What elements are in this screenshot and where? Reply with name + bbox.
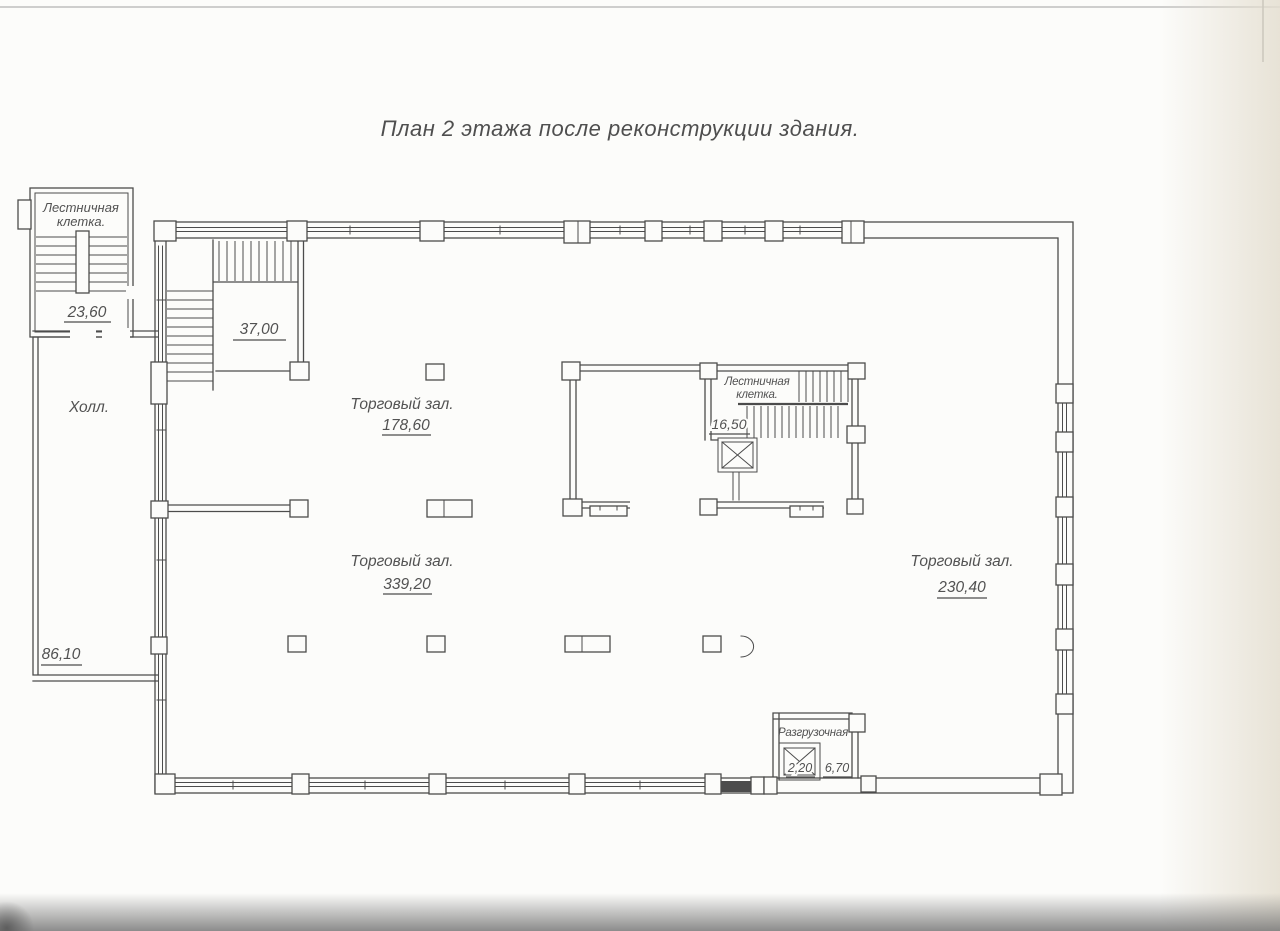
pilaster: [704, 221, 722, 241]
stair-treads-top-flight: [219, 241, 291, 281]
door-opening: [824, 499, 850, 510]
stairwell-left-label-line2: клетка.: [56, 214, 106, 229]
trade-hall-right-area: 230,40: [938, 579, 986, 596]
column: [290, 362, 309, 380]
column: [700, 363, 717, 379]
door-opening: [630, 499, 700, 510]
stair-treads-right-flight: [89, 237, 127, 291]
pilaster: [155, 774, 175, 794]
elevator-wall-stub: [733, 472, 739, 500]
trade-hall-center-label: Торговый зал.: [350, 553, 454, 570]
column: [849, 714, 865, 732]
stair-treads-left-flight: [36, 237, 76, 291]
unloading-label: Разгрузочная: [777, 727, 849, 739]
pilaster: [751, 777, 764, 794]
column: [848, 363, 865, 379]
pilaster: [1056, 629, 1073, 650]
stairwell-left-pilaster: [18, 200, 31, 229]
drawing-title: План 2 этажа после реконструкции здания.: [380, 116, 860, 141]
hall-walls: [33, 331, 158, 681]
pilaster: [151, 637, 167, 654]
column: [847, 426, 865, 443]
stair-divider-wall: [76, 231, 89, 293]
trade-hall-center-area: 339,20: [383, 576, 431, 593]
room-labels: [41, 200, 1014, 777]
pilaster: [564, 221, 590, 243]
elevator-shaft: [718, 438, 757, 500]
scan-crease: [1262, 0, 1264, 62]
pilaster: [292, 774, 309, 794]
double-column: [427, 500, 472, 517]
inner-stair-area: 37,00: [239, 321, 279, 338]
pilaster: [1056, 497, 1073, 517]
pilaster: [645, 221, 662, 241]
column: [703, 636, 721, 652]
door-swing-arc: [741, 636, 754, 657]
trade-hall-right-label: Торговый зал.: [910, 553, 1014, 570]
column: [847, 499, 863, 514]
room-unloading: [773, 713, 876, 792]
lift-area: 2,20: [787, 761, 813, 775]
pilaster: [1056, 694, 1073, 714]
pilaster: [429, 774, 446, 794]
column: [700, 499, 717, 515]
column: [562, 362, 580, 380]
stair-treads-upper: [799, 371, 848, 402]
trade-hall-top-label: Торговый зал.: [350, 396, 454, 413]
pilaster: [151, 362, 167, 404]
trade-hall-top-area: 178,60: [382, 417, 430, 434]
pilaster: [1056, 432, 1073, 452]
pilaster: [842, 221, 864, 243]
column: [290, 500, 308, 517]
door-opening: [70, 328, 96, 339]
column: [563, 499, 582, 516]
stairwell-left-area: 23,60: [67, 304, 107, 321]
pilaster: [569, 774, 585, 794]
window-band-top: [175, 226, 843, 234]
room-inner-stair: [167, 240, 309, 390]
elevator-cross-icon: [722, 442, 753, 468]
pilaster: [287, 221, 307, 241]
column: [427, 636, 445, 652]
door-threshold: [790, 506, 823, 517]
double-column: [565, 636, 610, 652]
column: [426, 364, 444, 380]
pilaster: [1056, 564, 1073, 585]
partition-walls: [168, 500, 472, 517]
stairwell-mid-label-line1: Лестничная: [724, 376, 790, 388]
pilaster: [154, 221, 176, 241]
column: [288, 636, 306, 652]
pilaster: [705, 774, 721, 794]
column: [861, 776, 876, 792]
stairwell-left-label-line1: Лестничная: [43, 200, 119, 215]
room-stairwell-mid: [562, 362, 865, 517]
stairwell-mid-area: 16,50: [711, 416, 747, 432]
partition-wall: [168, 505, 290, 512]
pilaster: [765, 221, 783, 241]
door-threshold: [590, 506, 627, 516]
hall-label: Холл.: [68, 399, 110, 416]
scan-edge-line: [0, 6, 1280, 8]
solid-wall-segment: [719, 781, 753, 792]
hall-area: 86,10: [41, 646, 81, 663]
door-opening: [102, 328, 130, 339]
unloading-area: 6,70: [824, 761, 850, 775]
pilaster: [1056, 384, 1073, 403]
pilaster: [420, 221, 444, 241]
pilaster: [1040, 774, 1062, 795]
door-opening: [126, 286, 135, 299]
stairwell-mid-walls: [570, 365, 858, 508]
pilaster: [764, 777, 777, 794]
stair-treads-lower: [747, 406, 838, 438]
stair-treads-side-flight: [167, 291, 213, 381]
room-hall: [33, 331, 158, 681]
stairwell-mid-label-line2: клетка.: [736, 389, 778, 401]
pilaster: [151, 501, 168, 518]
